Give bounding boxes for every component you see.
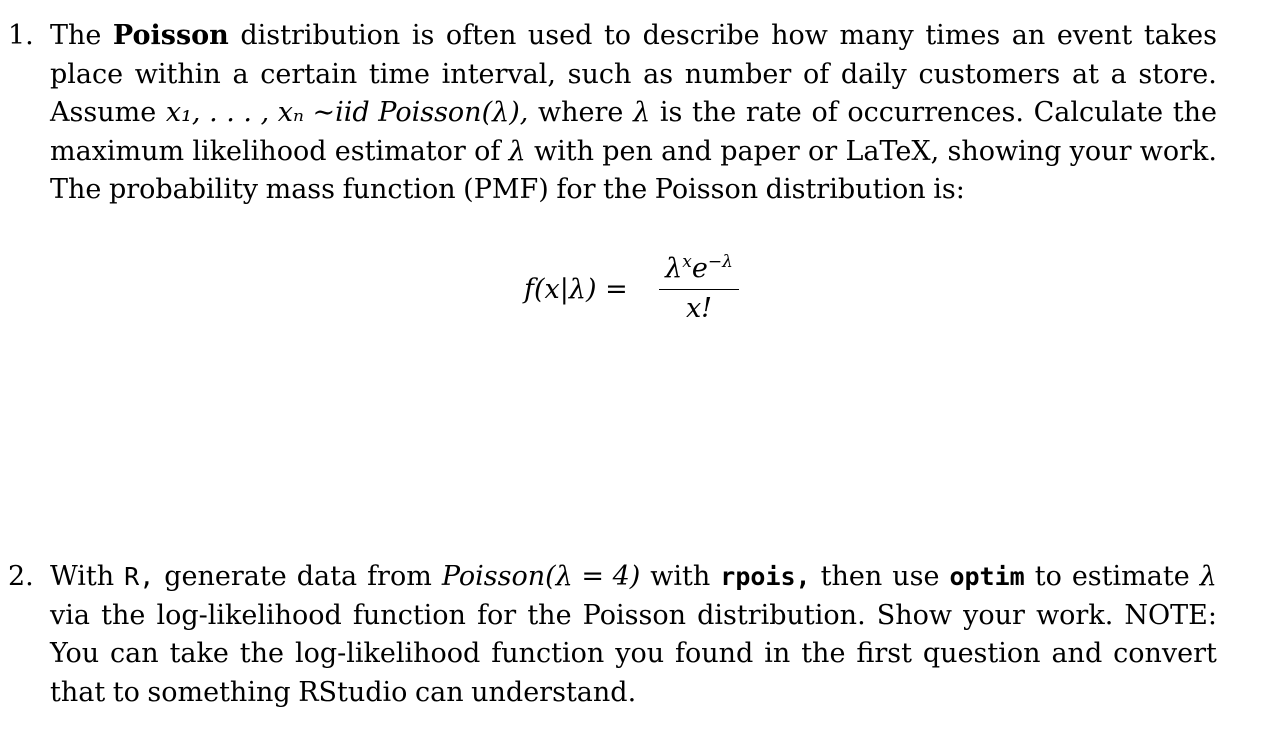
word: is: [933, 174, 965, 205]
q1-line-4 [50, 133, 1217, 172]
equation-fraction [659, 252, 739, 326]
word: found [675, 638, 754, 669]
math-iid-assumption: x₁, . . . , xₙ ∼iid Poisson(λ), [165, 97, 529, 128]
word: work. [1036, 599, 1114, 631]
q1-line-2 [50, 56, 1217, 95]
word: your [963, 599, 1025, 631]
word: log-likelihood [294, 638, 481, 669]
word: number [684, 58, 792, 90]
word: probability [108, 174, 259, 205]
fraction-denominator: x! [685, 293, 713, 324]
pmf-equation [524, 252, 764, 332]
word: from [367, 561, 432, 592]
word: time [368, 58, 430, 90]
word: showing [947, 135, 1062, 167]
word: you [615, 638, 665, 669]
word: the [1172, 97, 1217, 128]
word: the [692, 97, 737, 128]
fraction-bar [659, 289, 739, 290]
word: NOTE: [1124, 599, 1217, 631]
code-optim: optim [949, 562, 1025, 591]
q2-line-1 [50, 558, 1217, 597]
word: the [603, 174, 648, 205]
word: LaTeX, [845, 135, 940, 167]
word: use [892, 561, 940, 592]
word: mass [265, 174, 336, 205]
equation-lhs: f(x|λ) = [524, 274, 628, 305]
word: function [352, 599, 466, 631]
word: times [925, 20, 1001, 51]
word: something [147, 676, 291, 708]
bold-term-poisson: Poisson [112, 20, 229, 51]
word: work. [1139, 135, 1217, 167]
q2-line-2 [50, 597, 1217, 636]
word: store. [1138, 58, 1217, 90]
word: Calculate [1033, 97, 1164, 128]
word: data [296, 561, 358, 592]
word: distribution [765, 174, 926, 205]
math-lambda: λ [1199, 561, 1217, 592]
word: The [50, 20, 102, 51]
word: to [112, 676, 140, 708]
word: daily [840, 58, 907, 90]
word: to [603, 20, 632, 51]
word: an [1011, 20, 1046, 51]
word: the [239, 638, 285, 669]
word: generate [164, 561, 287, 592]
q1-line-1 [50, 17, 1217, 56]
word: such [567, 58, 632, 90]
word: of [802, 58, 830, 90]
word: how [771, 20, 828, 51]
numerator-e: e [691, 253, 708, 284]
word: Assume [50, 97, 157, 128]
word: that [50, 676, 106, 708]
word: often [445, 20, 517, 51]
q2-line-4 [50, 674, 1217, 713]
math-lambda: λ [633, 97, 651, 128]
q2-line-3 [50, 635, 1217, 674]
word: your [1069, 135, 1132, 167]
word: maximum [50, 135, 185, 167]
word: event [1056, 20, 1133, 51]
word: is [411, 20, 435, 51]
word: estimator [334, 135, 466, 167]
word: with [533, 135, 594, 167]
word: You [50, 638, 100, 669]
numerator-lambda: λ [665, 253, 683, 284]
word: the [801, 638, 846, 669]
word: estimate [1071, 561, 1190, 592]
word: as [643, 58, 674, 90]
code-r: R, [124, 562, 155, 591]
word: describe [642, 20, 760, 51]
word: Poisson [582, 599, 686, 631]
word: for [556, 174, 596, 205]
word: likelihood [192, 135, 327, 167]
word: question [922, 638, 1041, 669]
word: take [169, 638, 229, 669]
word: understand. [471, 676, 637, 708]
word: function [342, 174, 456, 205]
word: can [414, 676, 464, 708]
word: and [1051, 638, 1103, 669]
q1-line-5 [50, 171, 1217, 210]
fraction-numerator [659, 252, 739, 286]
word: customers [918, 58, 1061, 90]
word: takes [1143, 20, 1217, 51]
word: distribution. [697, 599, 866, 631]
question-number: 1. [8, 20, 34, 51]
word: certain [260, 58, 358, 90]
word: many [839, 20, 914, 51]
word: occurrences. [847, 97, 1024, 128]
word: within [134, 58, 221, 90]
math-lambda: λ [508, 135, 526, 167]
word: in [764, 638, 791, 669]
word: RStudio [298, 676, 408, 708]
word: used [527, 20, 593, 51]
word: first [856, 638, 912, 669]
word: at [1071, 58, 1099, 90]
math-poisson-lambda-4: Poisson(λ = 4) [441, 561, 641, 592]
word: the [101, 599, 146, 631]
word: pen [602, 135, 653, 167]
word: function [491, 638, 605, 669]
word: is [659, 97, 683, 128]
word: place [50, 58, 124, 90]
word: then [820, 561, 883, 592]
word: The [50, 174, 102, 205]
word: convert [1113, 638, 1217, 669]
word: With [50, 561, 115, 592]
word: paper [720, 135, 800, 167]
numerator-exponent-neg-lambda: −λ [707, 252, 733, 272]
q1-line-3 [50, 94, 1217, 133]
word: a [1110, 58, 1127, 90]
word: the [527, 599, 572, 631]
word: with [650, 561, 711, 592]
word: via [50, 599, 90, 631]
word: interval, [441, 58, 556, 90]
word: distribution [240, 20, 401, 51]
word: Poisson [654, 174, 759, 205]
word: can [110, 638, 159, 669]
code-rpois: rpois, [720, 562, 811, 591]
word: rate [745, 97, 802, 128]
question-number: 2. [8, 561, 34, 592]
word: for [477, 599, 517, 631]
word: log-likelihood [156, 599, 342, 631]
numerator-exponent-x: x [682, 252, 692, 272]
word: and [661, 135, 712, 167]
word: (PMF) [463, 174, 549, 205]
word: a [232, 58, 249, 90]
word: to [1034, 561, 1062, 592]
word: of [811, 97, 838, 128]
word: or [808, 135, 838, 167]
word: of [474, 135, 501, 167]
word: where [538, 97, 624, 128]
word: Show [876, 599, 953, 631]
